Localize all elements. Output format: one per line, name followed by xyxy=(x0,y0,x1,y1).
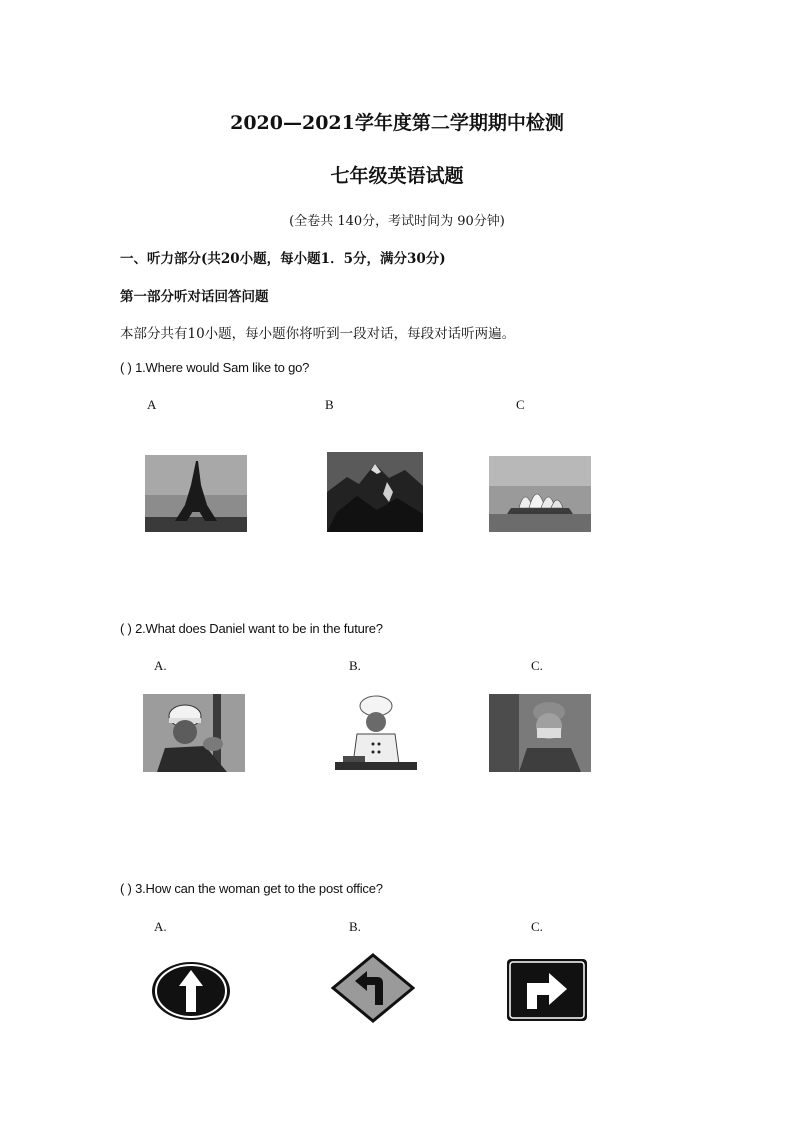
question-2: ( ) 2.What does Daniel want to be in the future? xyxy=(120,621,383,636)
doctor-image xyxy=(489,694,591,772)
q1-option-a-label: A xyxy=(147,397,157,412)
q2-option-a-label: A. xyxy=(154,658,167,673)
instructions: 本部分共有10小题，每小题你将听到一段对话，每段对话听两遍。 xyxy=(120,326,516,342)
construction-worker-image xyxy=(143,694,245,772)
mountain-image xyxy=(327,452,423,532)
q3-option-c-label: C. xyxy=(531,919,543,934)
turn-left-sign-icon xyxy=(331,953,415,1023)
exam-note: (全卷共 140分，考试时间为 90分钟) xyxy=(289,214,505,229)
exam-subtitle: 七年级英语试题 xyxy=(330,165,464,187)
q3-option-a-label: A. xyxy=(154,919,167,934)
q3-option-b-label: B. xyxy=(349,919,361,934)
q2-option-c-label: C. xyxy=(531,658,543,673)
part-heading: 第一部分听对话回答问题 xyxy=(120,289,269,305)
chef-image xyxy=(329,694,423,772)
sydney-opera-house-image xyxy=(489,456,591,532)
exam-title: 2020—2021学年度第二学期期中检测 xyxy=(230,112,564,134)
question-3: ( ) 3.How can the woman get to the post office? xyxy=(120,881,383,896)
section-heading: 一、听力部分(共20小题，每小题1．5分，满分30分) xyxy=(120,251,446,267)
q2-option-b-label: B. xyxy=(349,658,361,673)
go-straight-sign-icon xyxy=(150,960,232,1022)
eiffel-tower-image xyxy=(145,455,247,532)
turn-right-sign-icon xyxy=(507,959,587,1021)
question-1: ( ) 1.Where would Sam like to go? xyxy=(120,360,310,375)
q1-option-b-label: B xyxy=(325,397,334,412)
q1-option-c-label: C xyxy=(516,397,525,412)
